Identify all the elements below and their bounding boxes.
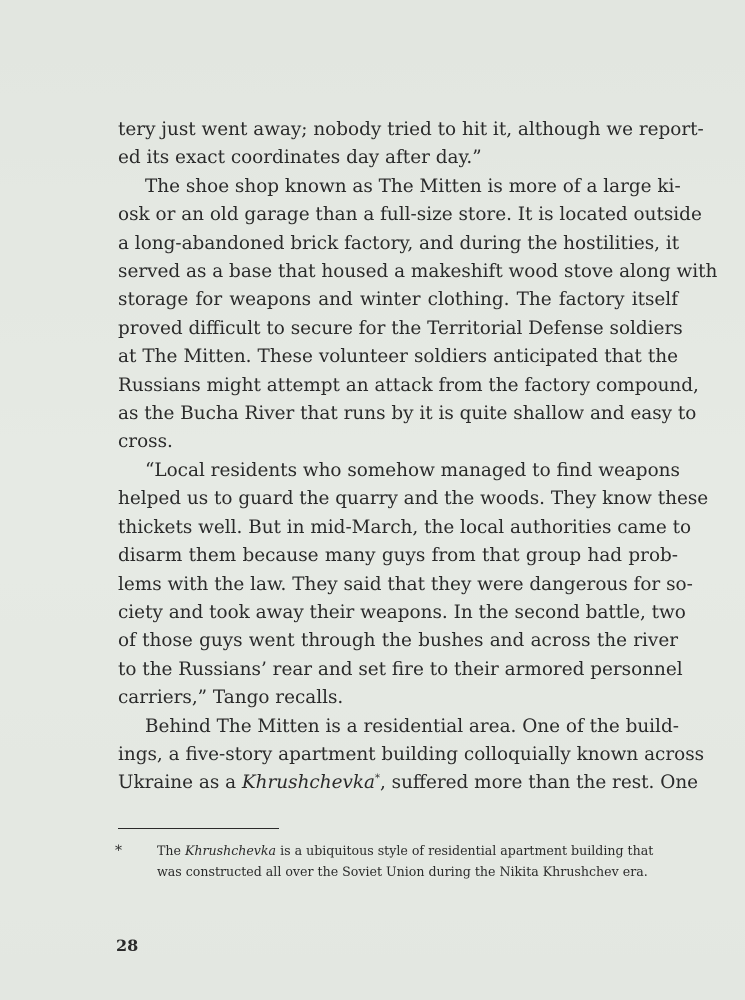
text-line: tery just went away; nobody tried to hit it, although we report- — [118, 119, 704, 140]
footnote-line: was constructed all over the Soviet Union during the Nikita Khrushchev era. — [157, 864, 648, 879]
text-line: “Local residents who somehow managed to find weapons — [145, 459, 680, 481]
text-line: of those guys went through the bushes and across the river — [118, 630, 678, 652]
footnote — [157, 840, 677, 882]
text-fragment: , suffered more than the rest. One — [379, 772, 699, 794]
text-line: carriers,” Tango recalls. — [118, 687, 344, 709]
text-line: served as a base that housed a makeshift wood stove along with — [118, 261, 718, 283]
text-line-with-footnote-ref — [118, 769, 699, 797]
text-line: cross. — [118, 431, 173, 453]
text-line: thickets well. But in mid-March, the local authorities came to — [118, 516, 692, 538]
text-line: a long-abandoned brick factory, and during the hostilities, it — [118, 232, 680, 254]
footnote-reference: * — [374, 773, 380, 785]
text-line: ciety and took away their weapons. In the second battle, two — [118, 601, 686, 623]
text-line: ed its exact coordinates day after day.” — [118, 147, 482, 169]
italic-term: Khrushchevka — [184, 843, 277, 858]
footnote-divider — [118, 828, 279, 829]
text-line: Behind The Mitten is a residential area. One of the build- — [145, 715, 679, 737]
text-fragment: The — [157, 843, 185, 858]
text-fragment: is a ubiquitous style of residential apartment building that — [276, 843, 654, 858]
text-line: ings, a five-story apartment building colloquially known across — [118, 743, 705, 765]
footnote-line — [157, 840, 677, 861]
body-text — [118, 116, 718, 798]
text-fragment: Ukraine as a — [118, 772, 242, 794]
text-line: proved difficult to secure for the Territorial Defense soldiers — [118, 317, 683, 339]
text-line: helped us to guard the quarry and the woods. They know these — [118, 488, 709, 510]
text-line: disarm them because many guys from that group had prob- — [118, 545, 678, 567]
page-number: 28 — [116, 936, 139, 955]
footnote-marker: * — [115, 843, 122, 859]
text-line: lems with the law. They said that they were dangerous for so- — [118, 573, 693, 595]
italic-term: Khrushchevka — [241, 772, 375, 794]
text-line: to the Russians’ rear and set fire to their armored personnel — [118, 658, 683, 680]
text-line: Russians might attempt an attack from the factory compound, — [118, 374, 699, 396]
text-line: osk or an old garage than a full-size store. It is located outside — [118, 204, 702, 226]
text-line: at The Mitten. These volunteer soldiers anticipated that the — [118, 346, 678, 368]
text-line: The shoe shop known as The Mitten is more of a large ki- — [145, 175, 681, 197]
text-line: storage for weapons and winter clothing. The factory itself — [118, 289, 678, 311]
text-line: as the Bucha River that runs by it is quite shallow and easy to — [118, 403, 697, 425]
